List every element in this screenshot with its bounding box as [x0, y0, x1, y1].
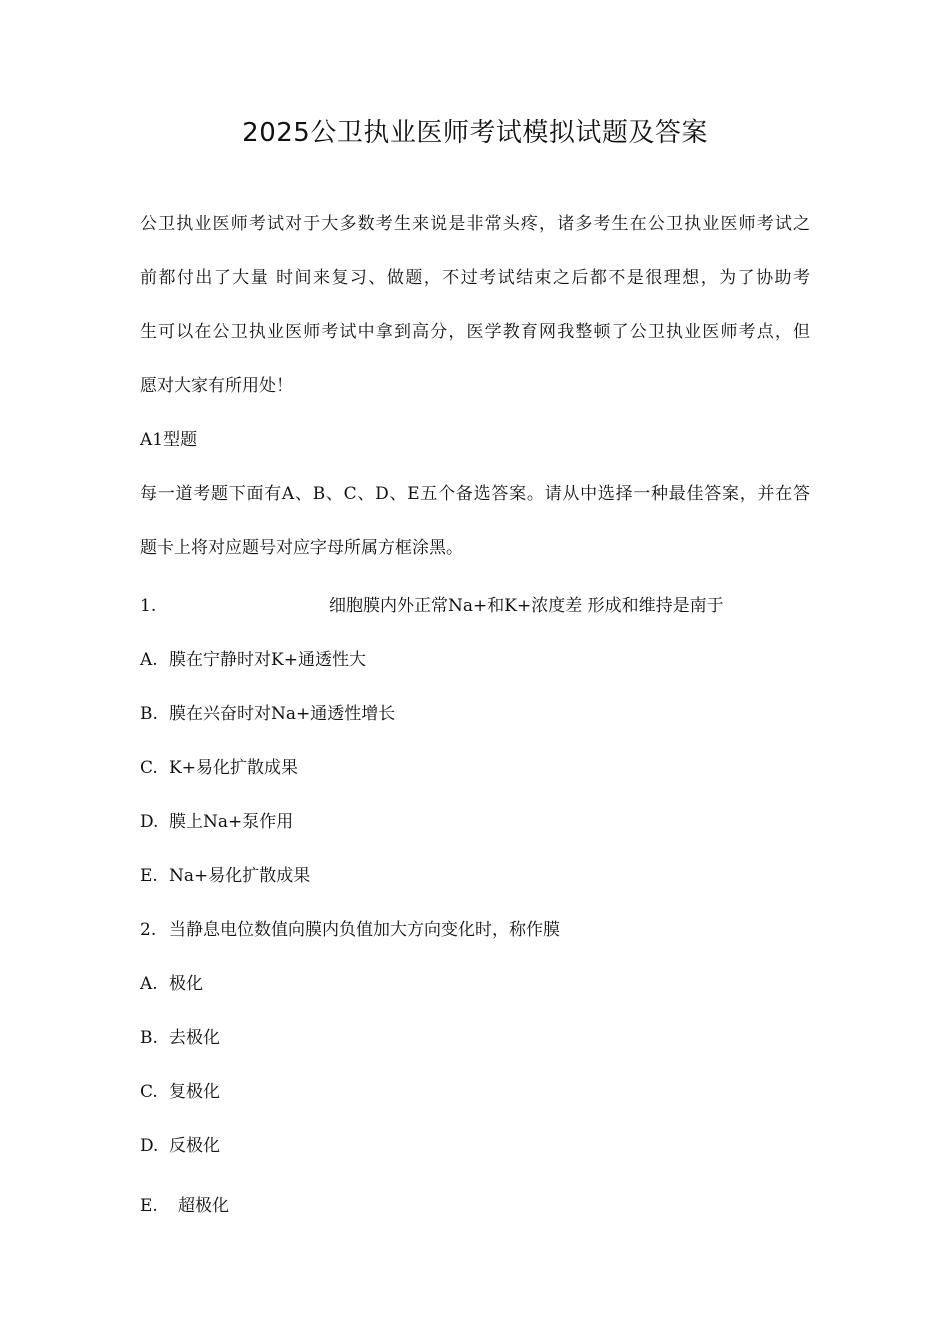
option-letter: E.: [140, 1196, 158, 1216]
option-letter: E.: [140, 866, 158, 886]
intro-line-4: 愿对大家有所用处！: [140, 376, 293, 396]
option-text: 去极化: [169, 1028, 220, 1048]
option-letter: D.: [140, 812, 159, 832]
section-heading: A1型题: [140, 430, 198, 450]
option-item: [140, 1194, 229, 1218]
option-item: [140, 864, 310, 888]
option-item: [140, 1080, 220, 1104]
question-2: [140, 918, 560, 942]
option-letter: C.: [140, 758, 158, 778]
option-item: [140, 648, 366, 672]
option-text: 反极化: [169, 1136, 220, 1156]
instruction-line-2: 题卡上将对应题号对应字母所属方框涂黑。: [140, 538, 463, 558]
option-letter: A.: [140, 650, 158, 670]
option-text: 膜在兴奋时对Na+通透性增长: [169, 704, 396, 724]
option-text: 极化: [169, 974, 203, 994]
option-item: [140, 1134, 220, 1158]
option-text: 超极化: [178, 1196, 229, 1216]
intro-line-3: 生可以在公卫执业医师考试中拿到高分，医学教育网我整顿了公卫执业医师考点，但: [140, 322, 810, 342]
option-text: K+易化扩散成果: [169, 758, 298, 778]
option-text: 复极化: [169, 1082, 220, 1102]
option-item: [140, 972, 203, 996]
option-letter: B.: [140, 704, 158, 724]
question-number: 1.: [140, 596, 157, 616]
option-letter: C.: [140, 1082, 158, 1102]
option-item: [140, 702, 395, 726]
page-title: 2025公卫执业医师考试模拟试题及答案: [242, 118, 708, 148]
intro-line-1: 公卫执业医师考试对于大多数考生来说是非常头疼，诸多考生在公卫执业医师考试之: [140, 214, 810, 234]
instruction-line-1: 每一道考题下面有A、B、C、D、E五个备选答案。请从中选择一种最佳答案，并在答: [140, 484, 810, 504]
option-letter: B.: [140, 1028, 158, 1048]
option-item: [140, 756, 298, 780]
option-text: 膜在宁静时对K+通透性大: [169, 650, 366, 670]
option-letter: A.: [140, 974, 158, 994]
option-item: [140, 810, 293, 834]
option-text: Na+易化扩散成果: [169, 866, 311, 886]
question-text: 当静息电位数值向膜内负值加大方向变化时，称作膜: [169, 920, 560, 940]
intro-line-2: 前都付出了大量 时间来复习、做题，不过考试结束之后都不是很理想，为了协助考: [140, 268, 810, 288]
option-letter: D.: [140, 1136, 159, 1156]
question-text: 细胞膜内外正常Na+和K+浓度差 形成和维持是南于: [329, 596, 724, 616]
option-item: [140, 1026, 220, 1050]
question-number: 2.: [140, 920, 157, 940]
option-text: 膜上Na+泵作用: [169, 812, 294, 832]
